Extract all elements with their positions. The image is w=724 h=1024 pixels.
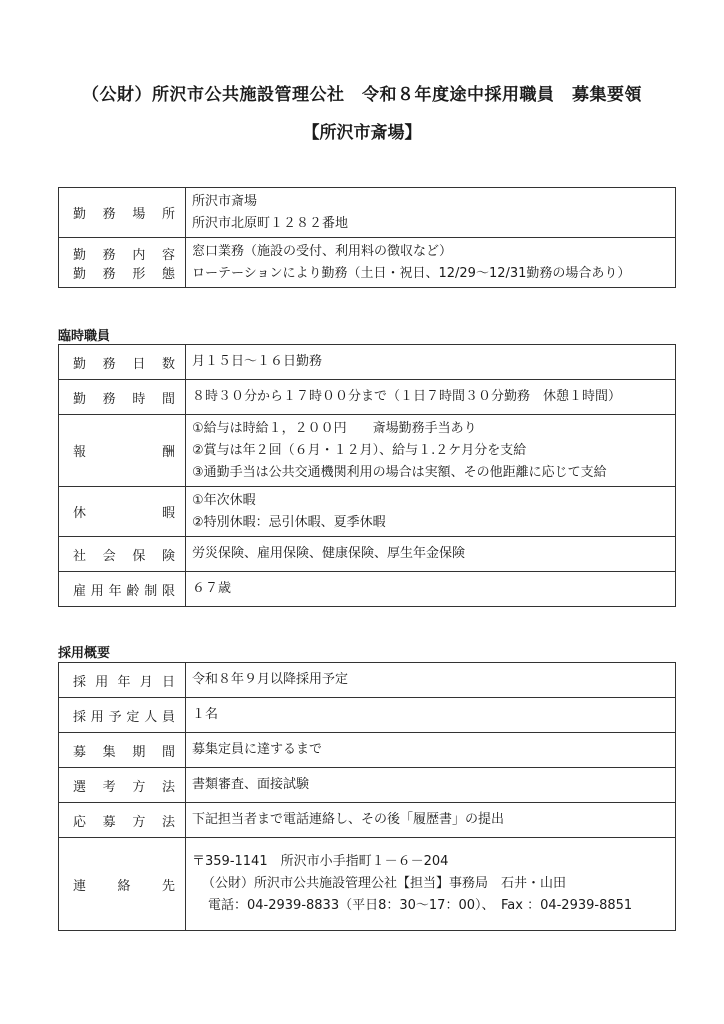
row-label: 応募方法: [59, 803, 186, 838]
table-row: [59, 838, 676, 931]
temp-staff-table: [58, 344, 676, 607]
table-row: [59, 768, 676, 803]
row-label: [59, 238, 186, 288]
row-label: 募集期間: [59, 733, 186, 768]
pay-line-3: ③通勤手当は公共交通機関利用の場合は実額、その他距離に応じて支給: [192, 464, 607, 480]
section-title-temp-staff: 臨時職員: [58, 329, 111, 344]
row-label: 勤務場所: [59, 188, 186, 238]
page-title: （公財）所沢市公共施設管理公社 令和８年度途中採用職員 募集要領: [82, 85, 642, 105]
table-row: [59, 415, 676, 487]
table-row: [59, 188, 676, 238]
pay-line-2: ②賞与は年２回（６月・１２月）、給与１.２ケ月分を支給: [192, 442, 527, 458]
row-value: [186, 188, 676, 238]
row-value: ６７歳: [186, 572, 676, 607]
table-row: [59, 663, 676, 698]
row-value: 令和８年９月以降採用予定: [186, 663, 676, 698]
row-label: 休暇: [59, 487, 186, 537]
row-label: 社会保険: [59, 537, 186, 572]
contact-org: （公財）所沢市公共施設管理公社【担当】事務局 石井・山田: [202, 876, 567, 891]
workplace-address: 所沢市北原町１２８２番地: [192, 215, 349, 231]
table-row: [59, 487, 676, 537]
row-label: 連絡先: [59, 838, 186, 931]
row-value: [186, 415, 676, 487]
label-shift: 勤務形態: [73, 266, 175, 282]
workplace-name: 所沢市斎場: [192, 193, 258, 209]
row-label: 選考方法: [59, 768, 186, 803]
table-row: [59, 380, 676, 415]
row-label: 勤務日数: [59, 345, 186, 380]
recruitment-table: [58, 662, 676, 931]
contact-phone: 電話：04-2939-8833（平日8：30～17：00）、 Fax ：04-2939-8851: [208, 898, 633, 913]
row-value: [186, 238, 676, 288]
page-subtitle: 【所沢市斎場】: [302, 123, 422, 143]
row-value: 書類審査、面接試験: [186, 768, 676, 803]
row-label: 勤務時間: [59, 380, 186, 415]
table-row: [59, 733, 676, 768]
workplace-table: [58, 187, 676, 288]
leave-line-1: ①年次休暇: [192, 492, 256, 508]
duty-value: 窓口業務（施設の受付、利用料の徴収など）: [192, 243, 453, 259]
table-row: [59, 698, 676, 733]
row-value: 月１５日～１６日勤務: [186, 345, 676, 380]
row-value: ８時３０分から１７時００分まで（１日７時間３０分勤務 休憩１時間）: [186, 380, 676, 415]
row-value: 募集定員に達するまで: [186, 733, 676, 768]
section-title-recruitment: 採用概要: [58, 646, 111, 661]
contact-info: [186, 838, 676, 931]
row-label: 採用予定人員: [59, 698, 186, 733]
table-row: [59, 572, 676, 607]
label-duty: 勤務内容: [73, 247, 175, 263]
leave-line-2: ②特別休暇：忌引休暇、夏季休暇: [192, 514, 386, 530]
row-label: 採用年月日: [59, 663, 186, 698]
table-row: [59, 803, 676, 838]
table-row: [59, 345, 676, 380]
table-row: [59, 537, 676, 572]
contact-address: 〒359-1141 所沢市小手指町１－６－204: [192, 854, 449, 869]
row-value: 下記担当者まで電話連絡し、その後「履歴書」の提出: [186, 803, 676, 838]
row-value: [186, 487, 676, 537]
table-row: [59, 238, 676, 288]
row-label: 報酬: [59, 415, 186, 487]
pay-line-1: ①給与は時給１，２００円 斎場勤務手当あり: [192, 420, 477, 436]
row-value: １名: [186, 698, 676, 733]
row-label: 雇用年齢制限: [59, 572, 186, 607]
row-value: 労災保険、雇用保険、健康保険、厚生年金保険: [186, 537, 676, 572]
shift-value: ローテーションにより勤務（土日・祝日、12/29～12/31勤務の場合あり）: [192, 265, 631, 281]
